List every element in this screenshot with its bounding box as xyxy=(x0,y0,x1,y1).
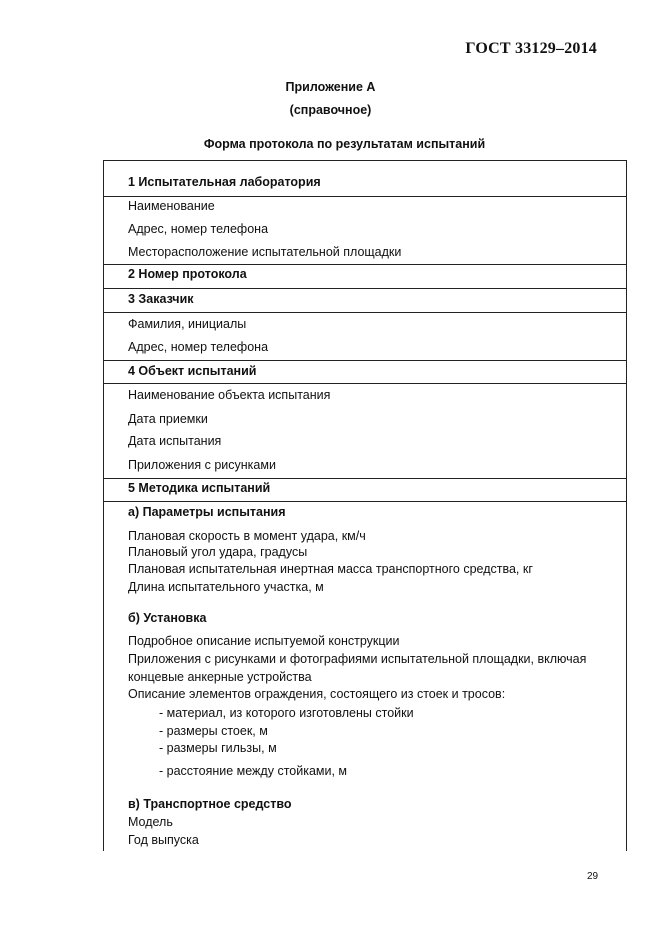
row-divider xyxy=(104,501,626,502)
lab-item: Месторасположение испытательной площадки xyxy=(128,245,402,259)
params-item: Плановая скорость в момент удара, км/ч xyxy=(128,529,366,543)
installation-item: Подробное описание испытуемой конструкции xyxy=(128,634,400,648)
params-item: Плановый угол удара, градусы xyxy=(128,545,308,559)
vehicle-item: Модель xyxy=(128,815,173,829)
customer-item: Адрес, номер телефона xyxy=(128,340,269,354)
row-divider xyxy=(104,264,626,265)
object-item: Приложения с рисунками xyxy=(128,458,276,472)
installation-item: концевые анкерные устройства xyxy=(128,670,312,684)
object-item: Дата приемки xyxy=(128,412,208,426)
installation-title: б) Установка xyxy=(128,611,207,625)
installation-item: Описание элементов ограждения, состоящего из стоек и тросов: xyxy=(128,687,506,701)
customer-item: Фамилия, инициалы xyxy=(128,317,247,331)
document-code: ГОСТ 33129–2014 xyxy=(465,40,597,57)
row-divider xyxy=(104,288,626,289)
params-title: а) Параметры испытания xyxy=(128,505,286,519)
page-number: 29 xyxy=(587,871,599,882)
installation-subitem: - материал, из которого изготовлены стойки xyxy=(159,706,414,720)
annex-type: (справочное) xyxy=(289,103,372,117)
installation-item: Приложения с рисунками и фотографиями испытательной площадки, включая xyxy=(128,652,587,666)
section-object-header: 4 Объект испытаний xyxy=(128,364,257,378)
section-lab-header: 1 Испытательная лаборатория xyxy=(128,175,321,189)
lab-item: Наименование xyxy=(128,199,215,213)
lab-item: Адрес, номер телефона xyxy=(128,222,269,236)
row-divider xyxy=(104,478,626,479)
vehicle-title: в) Транспортное средство xyxy=(128,797,292,811)
protocol-form-table xyxy=(103,160,627,851)
params-item: Плановая испытательная инертная масса транспортного средства, кг xyxy=(128,562,533,576)
row-divider xyxy=(104,196,626,197)
section-customer-header: 3 Заказчик xyxy=(128,292,194,306)
form-title: Форма протокола по результатам испытаний xyxy=(203,137,486,151)
vehicle-item: Год выпуска xyxy=(128,833,199,847)
installation-subitem: - размеры гильзы, м xyxy=(159,741,277,755)
section-method-header: 5 Методика испытаний xyxy=(128,481,271,495)
section-protocol-header: 2 Номер протокола xyxy=(128,267,247,281)
row-divider xyxy=(104,360,626,361)
object-item: Дата испытания xyxy=(128,434,222,448)
params-item: Длина испытательного участка, м xyxy=(128,580,324,594)
annex-title: Приложение А xyxy=(285,80,376,94)
installation-subitem: - расстояние между стойками, м xyxy=(159,764,348,778)
row-divider xyxy=(104,383,626,384)
object-item: Наименование объекта испытания xyxy=(128,388,331,402)
row-divider xyxy=(104,312,626,313)
installation-subitem: - размеры стоек, м xyxy=(159,724,268,738)
